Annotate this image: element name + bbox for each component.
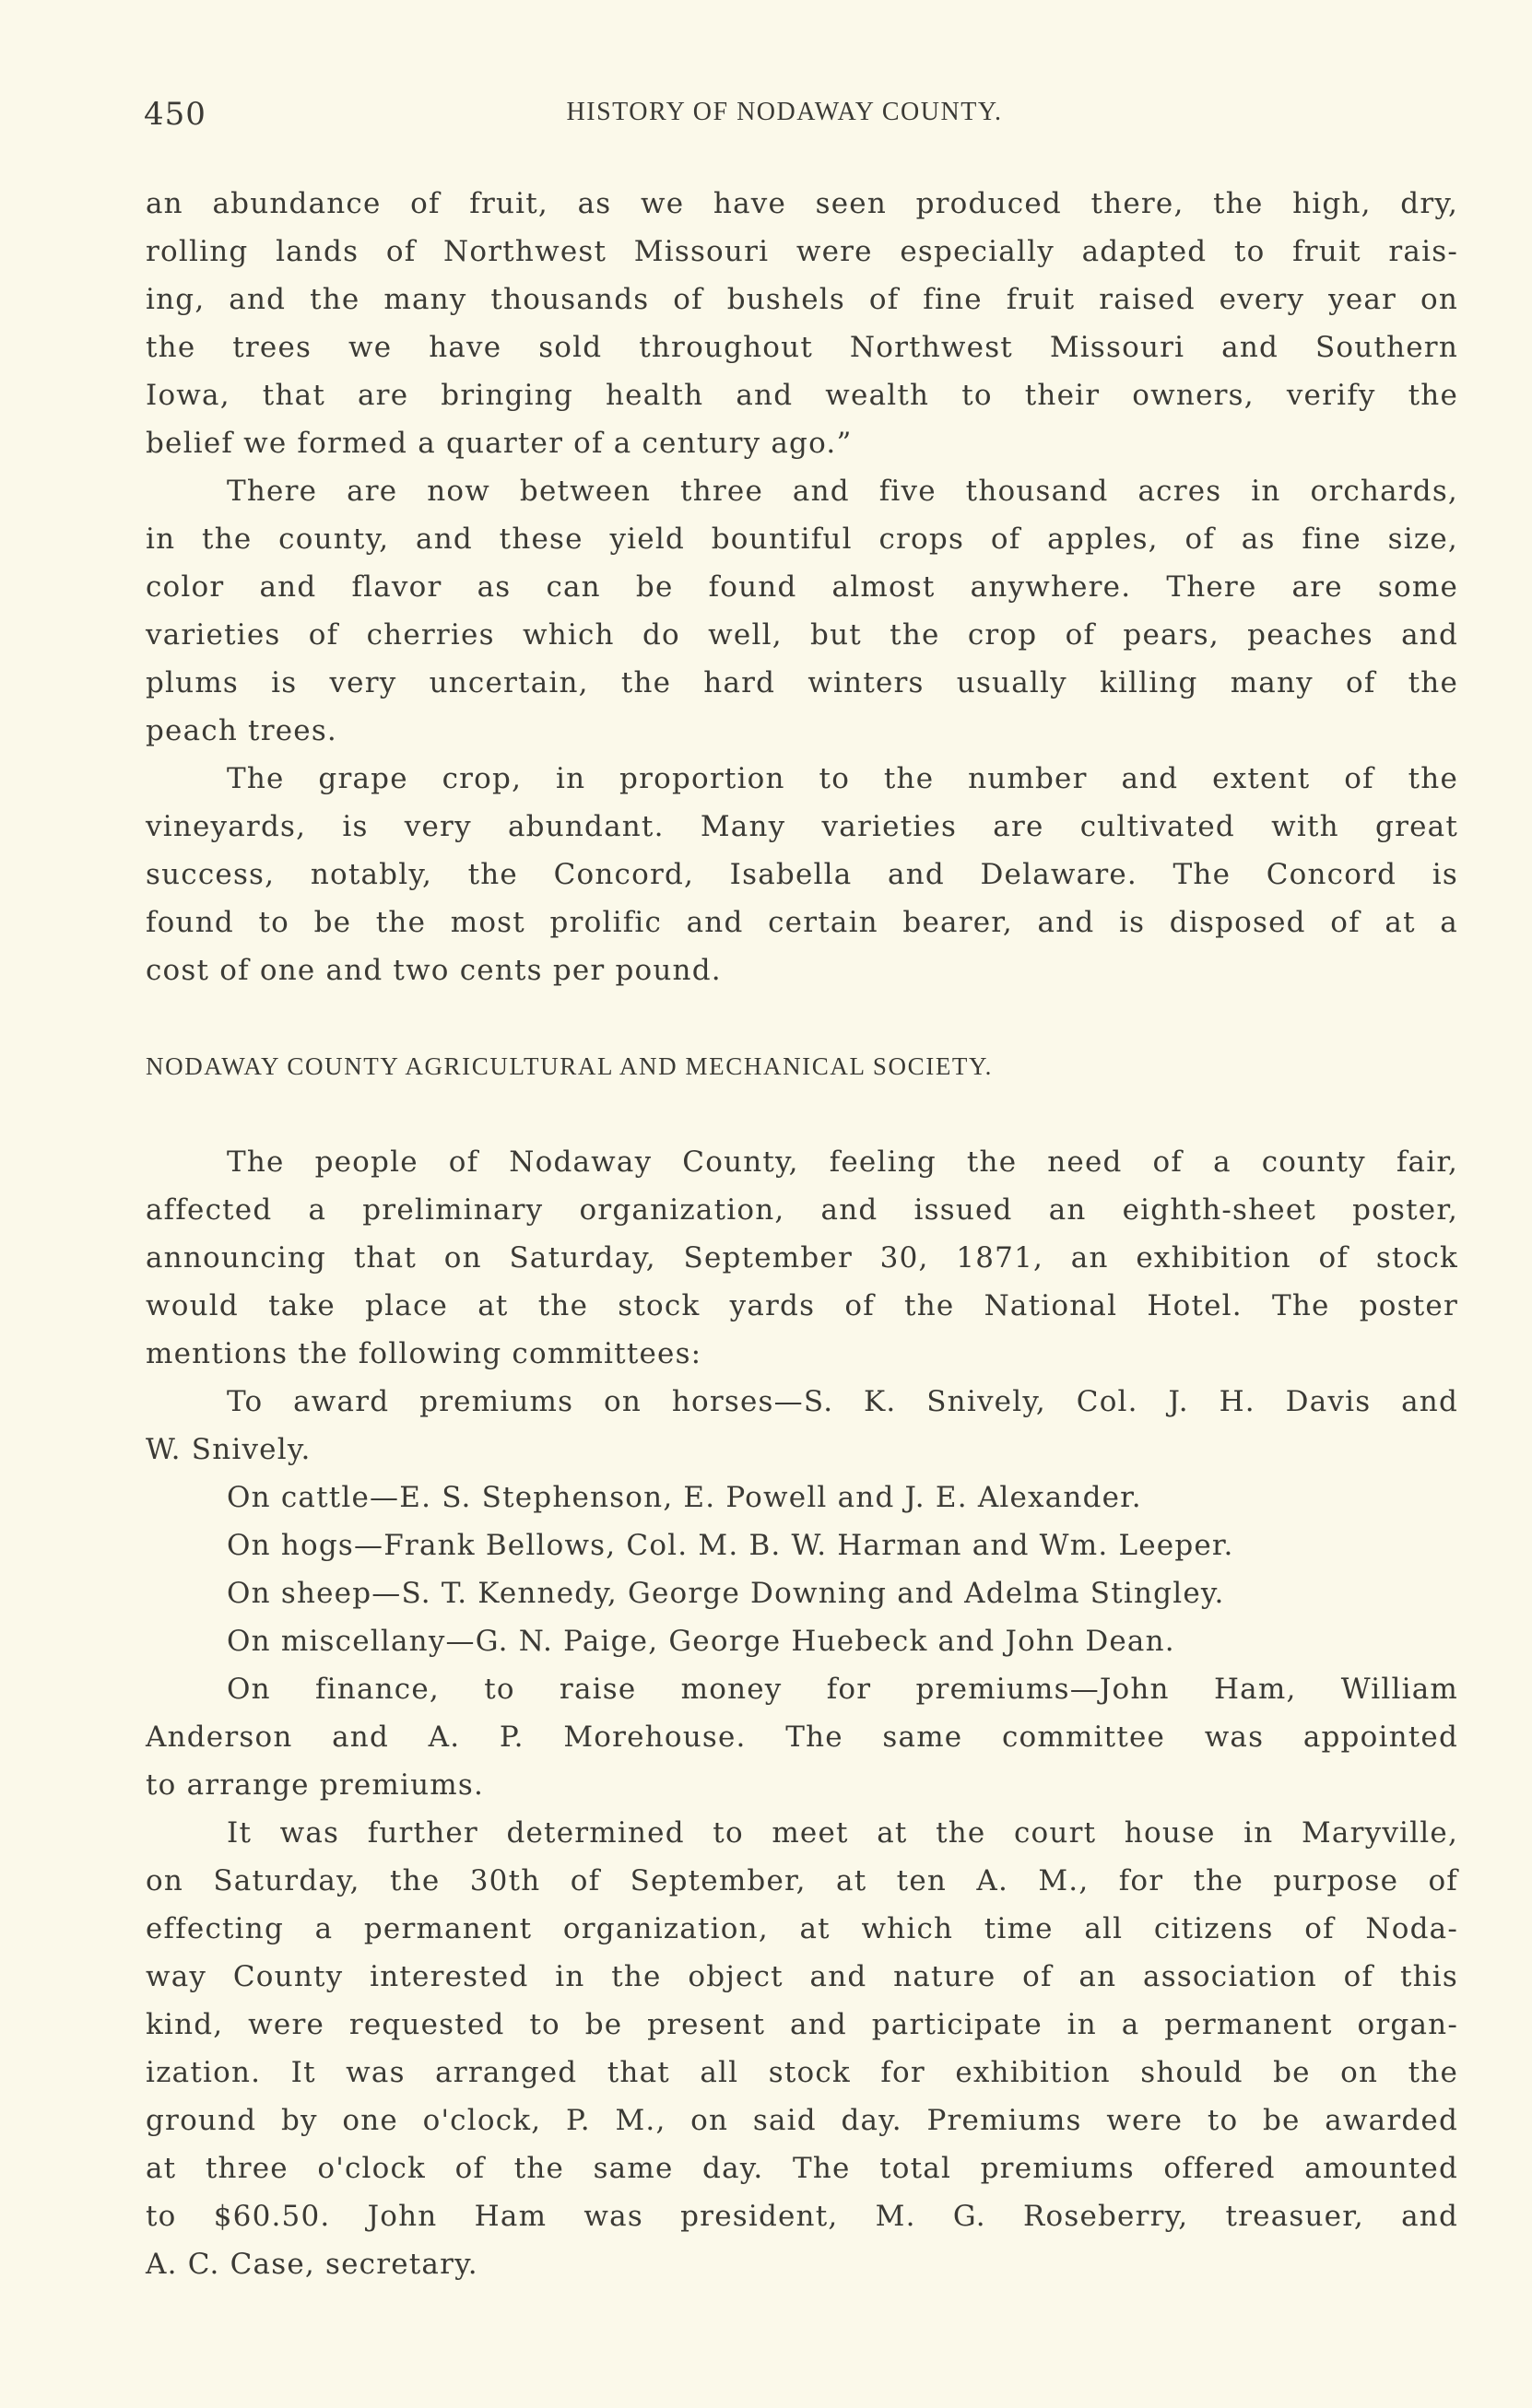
paragraph [146,1569,1458,1617]
text-line: belief we formed a quarter of a century ago.” [146,427,853,460]
paragraph [146,180,1458,467]
paragraph [146,1617,1458,1665]
text-line: would take place at the stock yards of the National Hotel. The poster [146,1289,1458,1322]
page-number: 450 [144,96,206,133]
page-body [146,180,1458,2288]
text-line: effecting a permanent organization, at which time all citizens of Noda- [146,1912,1458,1945]
text-line: at three o'clock of the same day. The total premiums offered amounted [146,2152,1458,2185]
paragraph [146,1378,1458,1474]
text-line: It was further determined to meet at the court house in Maryville, [227,1816,1458,1850]
text-line: varieties of cherries which do well, but the crop of pears, peaches and [146,618,1458,652]
running-header: HISTORY OF NODAWAY COUNTY. [566,98,1003,126]
text-line: on Saturday, the 30th of September, at ten A. M., for the purpose of [146,1864,1458,1897]
text-line: On miscellany—G. N. Paige, George Huebeck and John Dean. [227,1625,1175,1658]
text-line: vineyards, is very abundant. Many varieties are cultivated with great [146,810,1458,843]
text-line: in the county, and these yield bountiful crops of apples, of as fine size, [146,523,1458,556]
text-line: On hogs—Frank Bellows, Col. M. B. W. Harman and Wm. Leeper. [227,1529,1234,1562]
text-line: A. C. Case, secretary. [146,2248,478,2281]
section-heading: NODAWAY COUNTY AGRICULTURAL AND MECHANICAL SOCIETY. [146,1052,993,1080]
text-line: W. Snively. [146,1433,312,1466]
text-line: The grape crop, in proportion to the number and extent of the [227,762,1458,795]
paragraph [146,1665,1458,1809]
paragraph [146,467,1458,755]
paragraph [146,1809,1458,2288]
text-line: rolling lands of Northwest Missouri were especially adapted to fruit rais- [146,235,1458,268]
text-line: kind, were requested to be present and participate in a permanent organ- [146,2008,1458,2041]
text-line: On cattle—E. S. Stephenson, E. Powell and J. E. Alexander. [227,1481,1142,1514]
text-line: found to be the most prolific and certain bearer, and is disposed of at a [146,906,1458,939]
text-line: way County interested in the object and nature of an association of this [146,1960,1458,1993]
text-line: plums is very uncertain, the hard winters usually killing many of the [146,666,1458,699]
paragraph [146,1474,1458,1521]
text-line: ing, and the many thousands of bushels of fine fruit raised every year on [146,283,1458,316]
text-line: an abundance of fruit, as we have seen produced there, the high, dry, [146,187,1458,220]
text-line: ground by one o'clock, P. M., on said day. Premiums were to be awarded [146,2104,1458,2137]
paragraph [146,1521,1458,1569]
text-line: affected a preliminary organization, and issued an eighth-sheet poster, [146,1193,1458,1227]
text-line: On sheep—S. T. Kennedy, George Downing and Adelma Stingley. [227,1577,1225,1610]
text-line: to $60.50. John Ham was president, M. G. Roseberry, treasuer, and [146,2200,1458,2233]
text-line: mentions the following committees: [146,1337,702,1370]
text-line: cost of one and two cents per pound. [146,954,722,987]
text-line: to arrange premiums. [146,1768,485,1802]
text-line: Anderson and A. P. Morehouse. The same committee was appointed [146,1721,1458,1754]
paragraph [146,1138,1458,1378]
text-line: The people of Nodaway County, feeling the need of a county fair, [227,1145,1458,1179]
text-line: Iowa, that are bringing health and wealth to their owners, verify the [146,379,1458,412]
text-line: peach trees. [146,714,337,747]
text-line: To award premiums on horses—S. K. Snively, Col. J. H. Davis and [227,1385,1458,1418]
text-line: color and flavor as can be found almost anywhere. There are some [146,570,1458,604]
text-line: success, notably, the Concord, Isabella and Delaware. The Concord is [146,858,1458,891]
text-line: There are now between three and five thousand acres in orchards, [227,475,1458,508]
text-line: the trees we have sold throughout Northwest Missouri and Southern [146,331,1458,364]
text-line: announcing that on Saturday, September 30, 1871, an exhibition of stock [146,1241,1458,1274]
text-line: ization. It was arranged that all stock for exhibition should be on the [146,2056,1458,2089]
text-line: On finance, to raise money for premiums—John Ham, William [227,1673,1458,1706]
paragraph [146,755,1458,994]
